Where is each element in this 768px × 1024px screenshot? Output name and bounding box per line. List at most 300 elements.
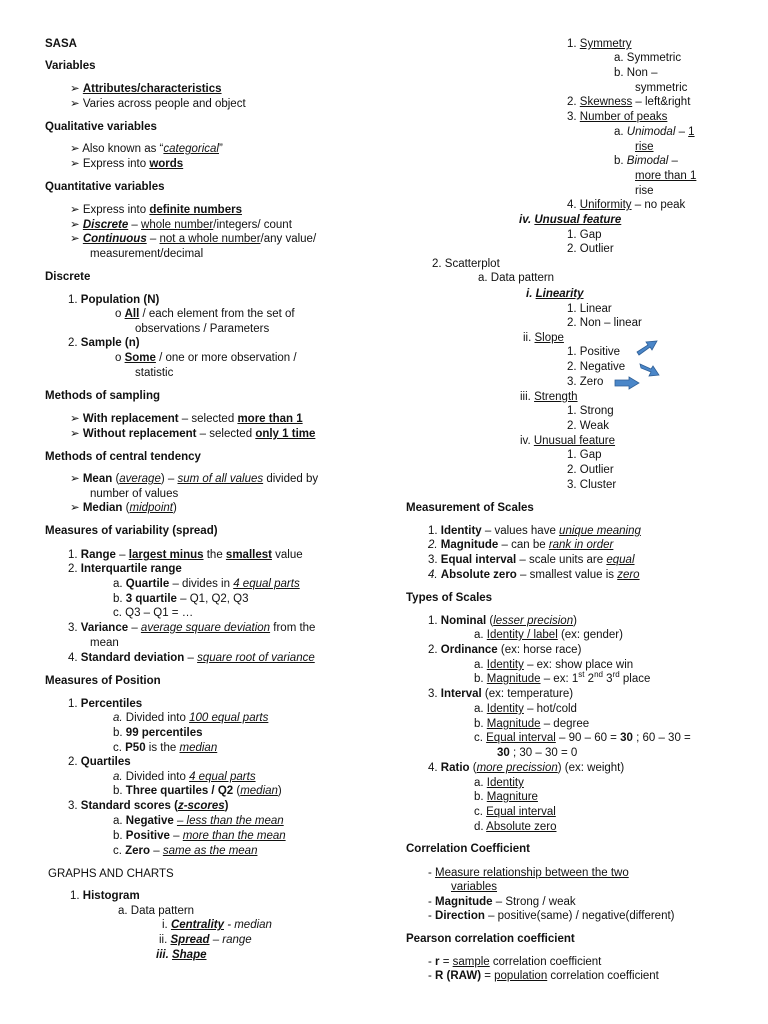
text-segment: words	[149, 158, 184, 170]
text-line	[135, 366, 173, 380]
text-segment: iv.	[520, 435, 534, 447]
text-line	[406, 842, 530, 856]
text-segment: Nominal	[440, 615, 487, 627]
text-line	[474, 805, 556, 819]
text-segment: 2. Outlier	[567, 243, 614, 255]
text-segment: –	[146, 233, 160, 245]
text-segment: Histogram	[82, 890, 140, 902]
text-segment: 3.	[428, 554, 441, 566]
text-segment: from the	[270, 622, 316, 634]
text-segment: 99 percentiles	[125, 727, 203, 739]
text-segment: iv.	[519, 214, 535, 226]
text-segment: Methods of central tendency	[45, 451, 201, 463]
text-segment: average square deviation	[140, 622, 271, 634]
text-segment: – left&right	[632, 96, 691, 108]
text-segment: symmetric	[635, 82, 688, 94]
text-segment: Quartiles	[80, 756, 131, 768]
text-segment: Interval	[440, 688, 482, 700]
text-segment: Measure relationship between the two	[435, 867, 629, 879]
text-segment: ➢	[70, 413, 83, 425]
text-segment: –	[128, 219, 142, 231]
text-segment: Direction	[435, 910, 485, 922]
text-segment: (	[486, 615, 494, 627]
text-line	[115, 351, 297, 365]
text-line	[428, 538, 613, 552]
text-segment: equal	[606, 554, 635, 566]
text-segment: ➢	[70, 502, 83, 514]
text-segment: (ex: temperature)	[481, 688, 574, 700]
text-segment: b.	[474, 718, 487, 730]
text-line	[70, 232, 316, 246]
text-segment: –	[128, 622, 141, 634]
text-line	[113, 844, 257, 858]
text-line	[474, 776, 524, 790]
text-segment: 2. Non – linear	[567, 317, 642, 329]
text-line	[428, 866, 629, 880]
text-segment: o	[115, 308, 125, 320]
text-line	[68, 621, 315, 635]
text-segment: Magnitude	[440, 539, 499, 551]
text-line	[614, 51, 681, 65]
text-segment: Identity	[486, 703, 524, 715]
text-segment: –	[169, 830, 183, 842]
text-line	[635, 184, 654, 198]
text-segment: All	[124, 308, 140, 320]
text-segment: Spread	[170, 934, 210, 946]
text-segment: a.	[474, 777, 487, 789]
text-segment: 4.	[68, 652, 81, 664]
text-line	[70, 889, 140, 903]
text-segment: a.	[614, 126, 627, 138]
text-segment: / one or more observation /	[155, 352, 297, 364]
text-segment: Magnitude	[486, 718, 541, 730]
text-segment: (	[122, 502, 130, 514]
text-segment: a.	[474, 629, 487, 641]
text-segment: correlation coefficient	[547, 970, 659, 982]
text-segment: (ex: gender)	[557, 629, 623, 641]
text-segment: st	[578, 670, 585, 680]
text-segment: 2.	[428, 539, 438, 551]
text-segment: rd	[612, 670, 620, 680]
text-segment: – values have	[481, 525, 560, 537]
text-segment: ”	[219, 143, 223, 155]
text-segment: – selected	[196, 428, 256, 440]
text-segment: Methods of sampling	[45, 390, 160, 402]
text-segment: With replacement	[82, 413, 179, 425]
text-segment: 1.	[567, 38, 580, 50]
text-line	[567, 37, 632, 51]
text-segment: -	[428, 867, 436, 879]
text-segment: midpoint	[129, 502, 173, 514]
text-segment: same as the mean	[162, 845, 258, 857]
text-segment: i.	[162, 919, 171, 931]
text-line	[113, 829, 286, 843]
text-segment: -	[428, 896, 436, 908]
text-segment: Types of Scales	[406, 592, 493, 604]
arrow-up-right-icon	[635, 338, 659, 356]
text-segment: c.	[474, 806, 487, 818]
text-segment: b.	[113, 727, 126, 739]
text-segment: Identity	[486, 659, 524, 671]
text-segment: Number of peaks	[579, 111, 668, 123]
text-segment: 3. Zero	[567, 376, 604, 388]
text-segment: )	[224, 800, 229, 812]
text-segment: Median	[82, 502, 123, 514]
text-segment: value	[271, 549, 303, 561]
text-segment: (	[112, 473, 120, 485]
text-line	[45, 120, 157, 134]
text-line	[428, 614, 577, 628]
text-segment: ➢ Express into	[70, 204, 150, 216]
text-segment: )	[277, 785, 282, 797]
text-segment: – ex: 1	[540, 673, 579, 685]
text-line	[70, 157, 183, 171]
text-segment: =	[481, 970, 495, 982]
text-segment: ) (ex: weight)	[557, 762, 625, 774]
text-segment: more than the mean	[182, 830, 286, 842]
text-line	[520, 390, 578, 404]
text-segment: )	[573, 615, 577, 627]
text-segment: Zero	[125, 845, 151, 857]
text-segment: c. Q3 – Q1 = …	[113, 607, 194, 619]
text-segment: Standard scores (	[80, 800, 178, 812]
text-line	[156, 948, 207, 962]
text-segment: ➢	[70, 83, 83, 95]
text-segment: nd	[594, 670, 603, 680]
text-segment: 3.	[68, 622, 81, 634]
text-line	[567, 448, 602, 462]
text-segment: 4.	[428, 569, 438, 581]
text-segment: largest minus	[128, 549, 204, 561]
text-segment: Qualitative variables	[45, 121, 157, 133]
text-segment: – divides in	[169, 578, 234, 590]
text-line	[567, 419, 609, 433]
text-segment: Mean	[82, 473, 113, 485]
text-line	[406, 591, 492, 605]
text-line	[635, 169, 696, 183]
text-segment: Uniformity	[579, 199, 632, 211]
text-segment: 2. Weak	[567, 420, 609, 432]
text-segment: b. Non –	[614, 67, 658, 79]
text-line	[45, 389, 160, 403]
text-line	[113, 577, 300, 591]
text-segment: mean	[90, 637, 119, 649]
text-segment: 1.	[70, 890, 83, 902]
text-segment: not a whole number	[159, 233, 261, 245]
text-segment: b.	[474, 673, 487, 685]
text-line	[159, 933, 252, 947]
text-segment: Unusual feature	[534, 214, 622, 226]
text-line	[45, 37, 77, 51]
text-segment: a. Symmetric	[614, 52, 682, 64]
text-segment: Correlation Coefficient	[406, 843, 530, 855]
text-segment: Divided into	[122, 712, 190, 724]
text-segment: ➢	[70, 219, 83, 231]
text-segment: P50	[125, 742, 146, 754]
text-line	[70, 97, 246, 111]
text-line	[474, 790, 538, 804]
text-line	[68, 799, 228, 813]
text-line	[113, 606, 193, 620]
text-line	[113, 784, 282, 798]
text-segment: sample	[452, 956, 490, 968]
text-segment: a.	[474, 659, 487, 671]
text-segment: 30	[620, 732, 633, 744]
arrow-right-icon	[614, 376, 640, 390]
text-segment: Magniture	[486, 791, 538, 803]
text-segment: r	[435, 956, 440, 968]
text-segment: measurement/decimal	[90, 248, 204, 260]
text-segment: – degree	[540, 718, 590, 730]
text-line	[428, 524, 641, 538]
text-segment: zero	[617, 569, 640, 581]
text-line	[90, 487, 178, 501]
text-segment: Pearson correlation coefficient	[406, 933, 575, 945]
text-line	[635, 140, 654, 154]
text-segment: 1. Strong	[567, 405, 614, 417]
text-line	[70, 218, 292, 232]
text-segment: a.	[113, 578, 126, 590]
text-segment: median	[179, 742, 218, 754]
text-line	[474, 658, 633, 672]
text-line	[70, 472, 318, 486]
text-segment: – Q1, Q2, Q3	[176, 593, 249, 605]
text-line	[474, 628, 623, 642]
text-line	[70, 427, 315, 441]
text-line	[474, 820, 556, 834]
text-segment: =	[439, 956, 453, 968]
text-line	[113, 770, 256, 784]
text-segment: divided by	[263, 473, 319, 485]
text-segment: 1. Positive	[567, 346, 621, 358]
text-segment: correlation coefficient	[489, 956, 602, 968]
text-segment: 1.	[68, 294, 81, 306]
text-line	[162, 918, 272, 932]
text-segment: 1.	[428, 525, 441, 537]
text-segment: ➢ Varies across people and object	[70, 98, 246, 110]
text-segment: 3.	[567, 111, 580, 123]
text-line	[478, 271, 554, 285]
text-segment: Slope	[534, 332, 564, 344]
text-segment: statistic	[135, 367, 174, 379]
text-line	[523, 331, 564, 345]
text-segment: Measures of variability (spread)	[45, 525, 218, 537]
text-segment: Magnitude	[435, 896, 493, 908]
text-segment: ➢	[70, 473, 83, 485]
text-segment: Some	[124, 352, 156, 364]
text-segment: Divided into	[122, 771, 190, 783]
text-line	[113, 592, 249, 606]
text-line	[113, 711, 268, 725]
text-line	[428, 568, 640, 582]
text-segment: – smallest value is	[516, 569, 618, 581]
text-segment: (	[469, 762, 477, 774]
text-segment: ➢	[70, 428, 83, 440]
text-line	[567, 463, 614, 477]
text-segment: iii.	[520, 391, 535, 403]
text-segment: 1.	[68, 549, 81, 561]
text-segment: Symmetry	[579, 38, 632, 50]
text-segment: 4 equal parts	[233, 578, 300, 590]
text-segment: i.	[526, 288, 536, 300]
text-segment: a.	[474, 703, 487, 715]
text-line	[428, 687, 573, 701]
text-segment: ; 60 – 30 =	[632, 732, 691, 744]
text-segment: – positive(same) / negative(different)	[484, 910, 675, 922]
text-line	[567, 242, 614, 256]
text-line	[45, 674, 161, 688]
text-line	[113, 726, 203, 740]
text-segment: (	[233, 785, 241, 797]
text-segment: Absolute zero	[440, 569, 517, 581]
text-line	[45, 524, 218, 538]
text-segment: a. Data pattern	[478, 272, 555, 284]
text-segment: Identity / label	[486, 629, 558, 641]
text-segment: 3	[602, 673, 613, 685]
text-segment: Negative	[125, 815, 174, 827]
text-segment: 30	[497, 747, 510, 759]
text-line	[635, 81, 687, 95]
text-line	[567, 345, 620, 359]
text-line	[406, 501, 534, 515]
text-segment: Population (N)	[80, 294, 160, 306]
text-line	[526, 287, 584, 301]
text-segment: 2.	[68, 756, 81, 768]
text-line	[68, 755, 131, 769]
text-line	[567, 110, 667, 124]
text-segment: more than 1	[237, 413, 303, 425]
text-segment: – scale units are	[516, 554, 607, 566]
text-segment: – range	[209, 934, 252, 946]
text-segment: – 90 – 60 =	[555, 732, 621, 744]
text-line	[70, 142, 223, 156]
text-segment: 1.	[68, 698, 81, 710]
text-segment: Strength	[534, 391, 578, 403]
text-segment: –	[184, 652, 198, 664]
text-segment: ; 30 – 30 = 0	[509, 747, 578, 759]
text-line	[497, 746, 577, 760]
text-line	[567, 375, 603, 389]
text-segment: R (RAW)	[435, 970, 482, 982]
text-segment: c.	[113, 742, 126, 754]
text-segment: the	[203, 549, 226, 561]
text-segment: Continuous	[82, 233, 147, 245]
text-segment: -	[428, 956, 436, 968]
text-segment: )	[172, 502, 177, 514]
text-segment: 1. Gap	[567, 229, 602, 241]
text-segment: Interquartile range	[80, 563, 182, 575]
text-segment: Three quartiles / Q2	[125, 785, 234, 797]
text-segment: Shape	[171, 949, 207, 961]
text-segment: 1	[688, 126, 695, 138]
text-segment: unique meaning	[559, 525, 641, 537]
text-segment: /any value/	[260, 233, 317, 245]
text-segment: –	[668, 155, 678, 167]
text-segment: rise	[635, 185, 654, 197]
text-segment: Range	[80, 549, 116, 561]
text-segment: Positive	[125, 830, 170, 842]
text-segment: a.	[113, 815, 126, 827]
text-line	[118, 904, 194, 918]
text-segment: Sample (n)	[80, 337, 140, 349]
text-line	[45, 59, 96, 73]
text-segment: definite numbers	[149, 204, 242, 216]
text-segment: Variance	[80, 622, 129, 634]
text-segment: rank in order	[548, 539, 614, 551]
text-segment: b.	[614, 155, 627, 167]
text-segment: population	[494, 970, 548, 982]
text-segment: lesser precision	[493, 615, 574, 627]
text-line	[68, 651, 315, 665]
text-segment: Skewness	[579, 96, 633, 108]
text-segment: b.	[474, 791, 487, 803]
text-line	[70, 82, 222, 96]
text-segment: 4.	[567, 199, 580, 211]
text-line	[474, 672, 650, 686]
text-segment: 3.	[68, 800, 81, 812]
text-segment: is the	[145, 742, 180, 754]
text-segment: 2.	[68, 563, 81, 575]
text-segment: ➢ Also known as “	[70, 143, 164, 155]
text-segment: – selected	[178, 413, 238, 425]
text-segment: 2.	[567, 96, 580, 108]
text-segment: 2	[584, 673, 595, 685]
text-line	[68, 293, 159, 307]
text-line	[70, 412, 303, 426]
text-line	[428, 909, 675, 923]
text-line	[432, 257, 500, 271]
text-segment: Centrality	[170, 919, 224, 931]
text-segment: Ratio	[440, 762, 470, 774]
text-segment: more precission	[476, 762, 558, 774]
text-segment: Without replacement	[82, 428, 197, 440]
text-segment: -	[428, 910, 436, 922]
text-segment: o	[115, 352, 125, 364]
text-segment: ii.	[159, 934, 171, 946]
text-segment: Measurement of Scales	[406, 502, 534, 514]
text-segment: - median	[224, 919, 272, 931]
text-segment: – hot/cold	[523, 703, 577, 715]
text-segment: 2.	[428, 644, 441, 656]
text-segment: number of values	[90, 488, 179, 500]
text-segment: 2.	[68, 337, 81, 349]
text-segment: z-scores	[177, 800, 225, 812]
arrow-down-right-icon	[638, 360, 662, 378]
text-line	[474, 731, 691, 745]
text-line	[567, 198, 685, 212]
text-line	[614, 154, 678, 168]
text-line	[68, 697, 142, 711]
text-segment: 2. Negative	[567, 361, 626, 373]
text-segment: Discrete	[45, 271, 91, 283]
text-segment: ➢ Express into	[70, 158, 150, 170]
text-segment: ➢	[70, 233, 83, 245]
text-segment: square root of variance	[197, 652, 315, 664]
text-segment: 4 equal parts	[189, 771, 256, 783]
text-segment: – ex: show place win	[523, 659, 634, 671]
text-segment: GRAPHS AND CHARTS	[48, 868, 174, 880]
text-segment: Ordinance	[440, 644, 498, 656]
text-line	[520, 434, 615, 448]
text-segment: only 1 time	[255, 428, 316, 440]
text-segment: Bimodal	[626, 155, 669, 167]
text-segment: average	[119, 473, 161, 485]
text-line	[519, 213, 621, 227]
text-segment: Discrete	[82, 219, 129, 231]
text-segment: Measures of Position	[45, 675, 161, 687]
text-segment: –	[150, 845, 163, 857]
text-segment: median	[240, 785, 278, 797]
